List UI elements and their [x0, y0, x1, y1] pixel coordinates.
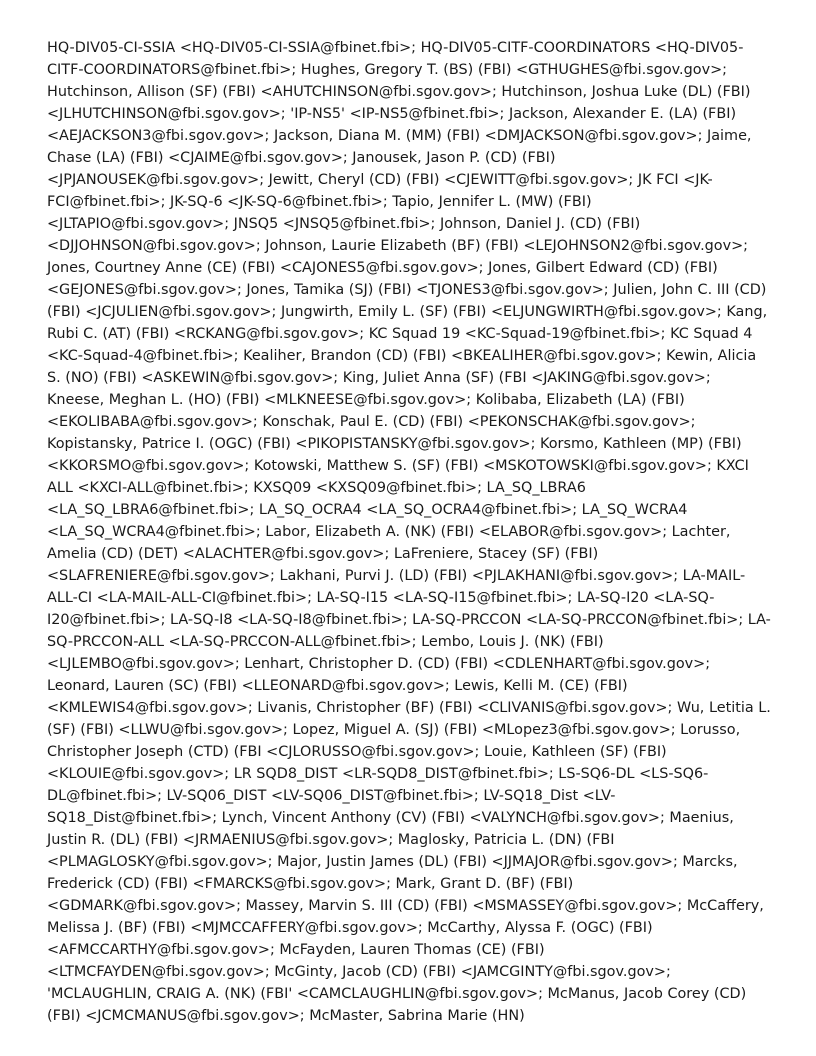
recipient-list-text: HQ-DIV05-CI-SSIA <HQ-DIV05-CI-SSIA@fbinet.fbi>; HQ-DIV05-CITF-COORDINATORS <HQ-DIV05-CITF-COORDINATORS@fbinet.fbi>; Hughes, Gregory T. (BS) (FBI) <GTHUGHES@fbi.sgov.gov>; Hutchinson, Allison (SF) (FBI) <AHUTCHINSON@fbi.sgov.gov>; Hutchinson, Joshua Luke (DL) (FBI) <JLHUTCHINSON@fbi.sgov.gov>; 'IP-NS5' <IP-NS5@fbinet.fbi>; Jackson, Alexander E. (LA) (FBI) <AEJACKSON3@fbi.sgov.gov>; Jackson, Diana M. (MM) (FBI) <DMJACKSON@fbi.sgov.gov>; Jaime, Chase (LA) (FBI) <CJAIME@fbi.sgov.gov>; Janousek, Jason P. (CD) (FBI) <JPJANOUSEK@fbi.sgov.gov>; Jewitt, Cheryl (CD) (FBI) <CJEWITT@fbi.sgov.gov>; JK FCI <JK-FCI@fbinet.fbi>; JK-SQ-6 <JK-SQ-6@fbinet.fbi>; Tapio, Jennifer L. (MW) (FBI) <JLTAPIO@fbi.sgov.gov>; JNSQ5 <JNSQ5@fbinet.fbi>; Johnson, Daniel J. (CD) (FBI) <DJJOHNSON@fbi.sgov.gov>; Johnson, Laurie Elizabeth (BF) (FBI) <LEJOHNSON2@fbi.sgov.gov>; Jones, Courtney Anne (CE) (FBI) <CAJONES5@fbi.sgov.gov>; Jones, Gilbert Edward (CD) (FBI) <GEJONES@fbi.sgov.gov>; Jones, Tamika (SJ) (FBI) <TJONES3@fbi.sgov.gov>; Julien, John C. III (CD) (FBI) <JCJULIEN@fbi.sgov.gov>; Jungwirth, Emily L. (SF) (FBI) <ELJUNGWIRTH@fbi.sgov.gov>; Kang, Rubi C. (AT) (FBI) <RCKANG@fbi.sgov.gov>; KC Squad 19 <KC-Squad-19@fbinet.fbi>; KC Squad 4 <KC-Squad-4@fbinet.fbi>; Kealiher, Brandon (CD) (FBI) <BKEALIHER@fbi.sgov.gov>; Kewin, Alicia S. (NO) (FBI) <ASKEWIN@fbi.sgov.gov>; King, Juliet Anna (SF) (FBI <JAKING@fbi.sgov.gov>; Kneese, Meghan L. (HO) (FBI) <MLKNEESE@fbi.sgov.gov>; Kolibaba, Elizabeth (LA) (FBI) <EKOLIBABA@fbi.sgov.gov>; Konschak, Paul E. (CD) (FBI) <PEKONSCHAK@fbi.sgov.gov>; Kopistansky, Patrice I. (OGC) (FBI) <PIKOPISTANSKY@fbi.sgov.gov>; Korsmo, Kathleen (MP) (FBI) <KKORSMO@fbi.sgov.gov>; Kotowski, Matthew S. (SF) (FBI) <MSKOTOWSKI@fbi.sgov.gov>; KXCI ALL <KXCI-ALL@fbinet.fbi>; KXSQ09 <KXSQ09@fbinet.fbi>; LA_SQ_LBRA6 <LA_SQ_LBRA6@fbinet.fbi>; LA_SQ_OCRA4 <LA_SQ_OCRA4@fbinet.fbi>; LA_SQ_WCRA4 <LA_SQ_WCRA4@fbinet.fbi>; Labor, Elizabeth A. (NK) (FBI) <ELABOR@fbi.sgov.gov>; Lachter, Amelia (CD) (DET) <ALACHTER@fbi.sgov.gov>; LaFreniere, Stacey (SF) (FBI) <SLAFRENIERE@fbi.sgov.gov>; Lakhani, Purvi J. (LD) (FBI) <PJLAKHANI@fbi.sgov.gov>; LA-MAIL-ALL-CI <LA-MAIL-ALL-CI@fbinet.fbi>; LA-SQ-I15 <LA-SQ-I15@fbinet.fbi>; LA-SQ-I20 <LA-SQ-I20@fbinet.fbi>; LA-SQ-I8 <LA-SQ-I8@fbinet.fbi>; LA-SQ-PRCCON <LA-SQ-PRCCON@fbinet.fbi>; LA-SQ-PRCCON-ALL <LA-SQ-PRCCON-ALL@fbinet.fbi>; Lembo, Louis J. (NK) (FBI) <LJLEMBO@fbi.sgov.gov>; Lenhart, Christopher D. (CD) (FBI) <CDLENHART@fbi.sgov.gov>; Leonard, Lauren (SC) (FBI) <LLEONARD@fbi.sgov.gov>; Lewis, Kelli M. (CE) (FBI) <KMLEWIS4@fbi.sgov.gov>; Livanis, Christopher (BF) (FBI) <CLIVANIS@fbi.sgov.gov>; Wu, Letitia L. (SF) (FBI) <LLWU@fbi.sgov.gov>; Lopez, Miguel A. (SJ) (FBI) <MLopez3@fbi.sgov.gov>; Lorusso, Christopher Joseph (CTD) (FBI <CJLORUSSO@fbi.sgov.gov>; Louie, Kathleen (SF) (FBI) <KLOUIE@fbi.sgov.gov>; LR SQD8_DIST <LR-SQD8_DIST@fbinet.fbi>; LS-SQ6-DL <LS-SQ6-DL@fbinet.fbi>; LV-SQ06_DIST <LV-SQ06_DIST@fbinet.fbi>; LV-SQ18_Dist <LV-SQ18_Dist@fbinet.fbi>; Lynch, Vincent Anthony (CV) (FBI) <VALYNCH@fbi.sgov.gov>; Maenius, Justin R. (DL) (FBI) <JRMAENIUS@fbi.sgov.gov>; Maglosky, Patricia L. (DN) (FBI <PLMAGLOSKY@fbi.sgov.gov>; Major, Justin James (DL) (FBI) <JJMAJOR@fbi.sgov.gov>; Marcks, Frederick (CD) (FBI) <FMARCKS@fbi.sgov.gov>; Mark, Grant D. (BF) (FBI) <GDMARK@fbi.sgov.gov>; Massey, Marvin S. III (CD) (FBI) <MSMASSEY@fbi.sgov.gov>; McCaffery, Melissa J. (BF) (FBI) <MJMCCAFFERY@fbi.sgov.gov>; McCarthy, Alyssa F. (OGC) (FBI) <AFMCCARTHY@fbi.sgov.gov>; McFayden, Lauren Thomas (CE) (FBI) <LTMCFAYDEN@fbi.sgov.gov>; McGinty, Jacob (CD) (FBI) <JAMCGINTY@fbi.sgov.gov>; 'MCLAUGHLIN, CRAIG A. (NK) (FBI' <CAMCLAUGHLIN@fbi.sgov.gov>; McManus, Jacob Corey (CD) (FBI) <JCMCMANUS@fbi.sgov.gov>; McMaster, Sabrina Marie (HN): [47, 40, 771, 1024]
document-page: [47, 37, 771, 1027]
